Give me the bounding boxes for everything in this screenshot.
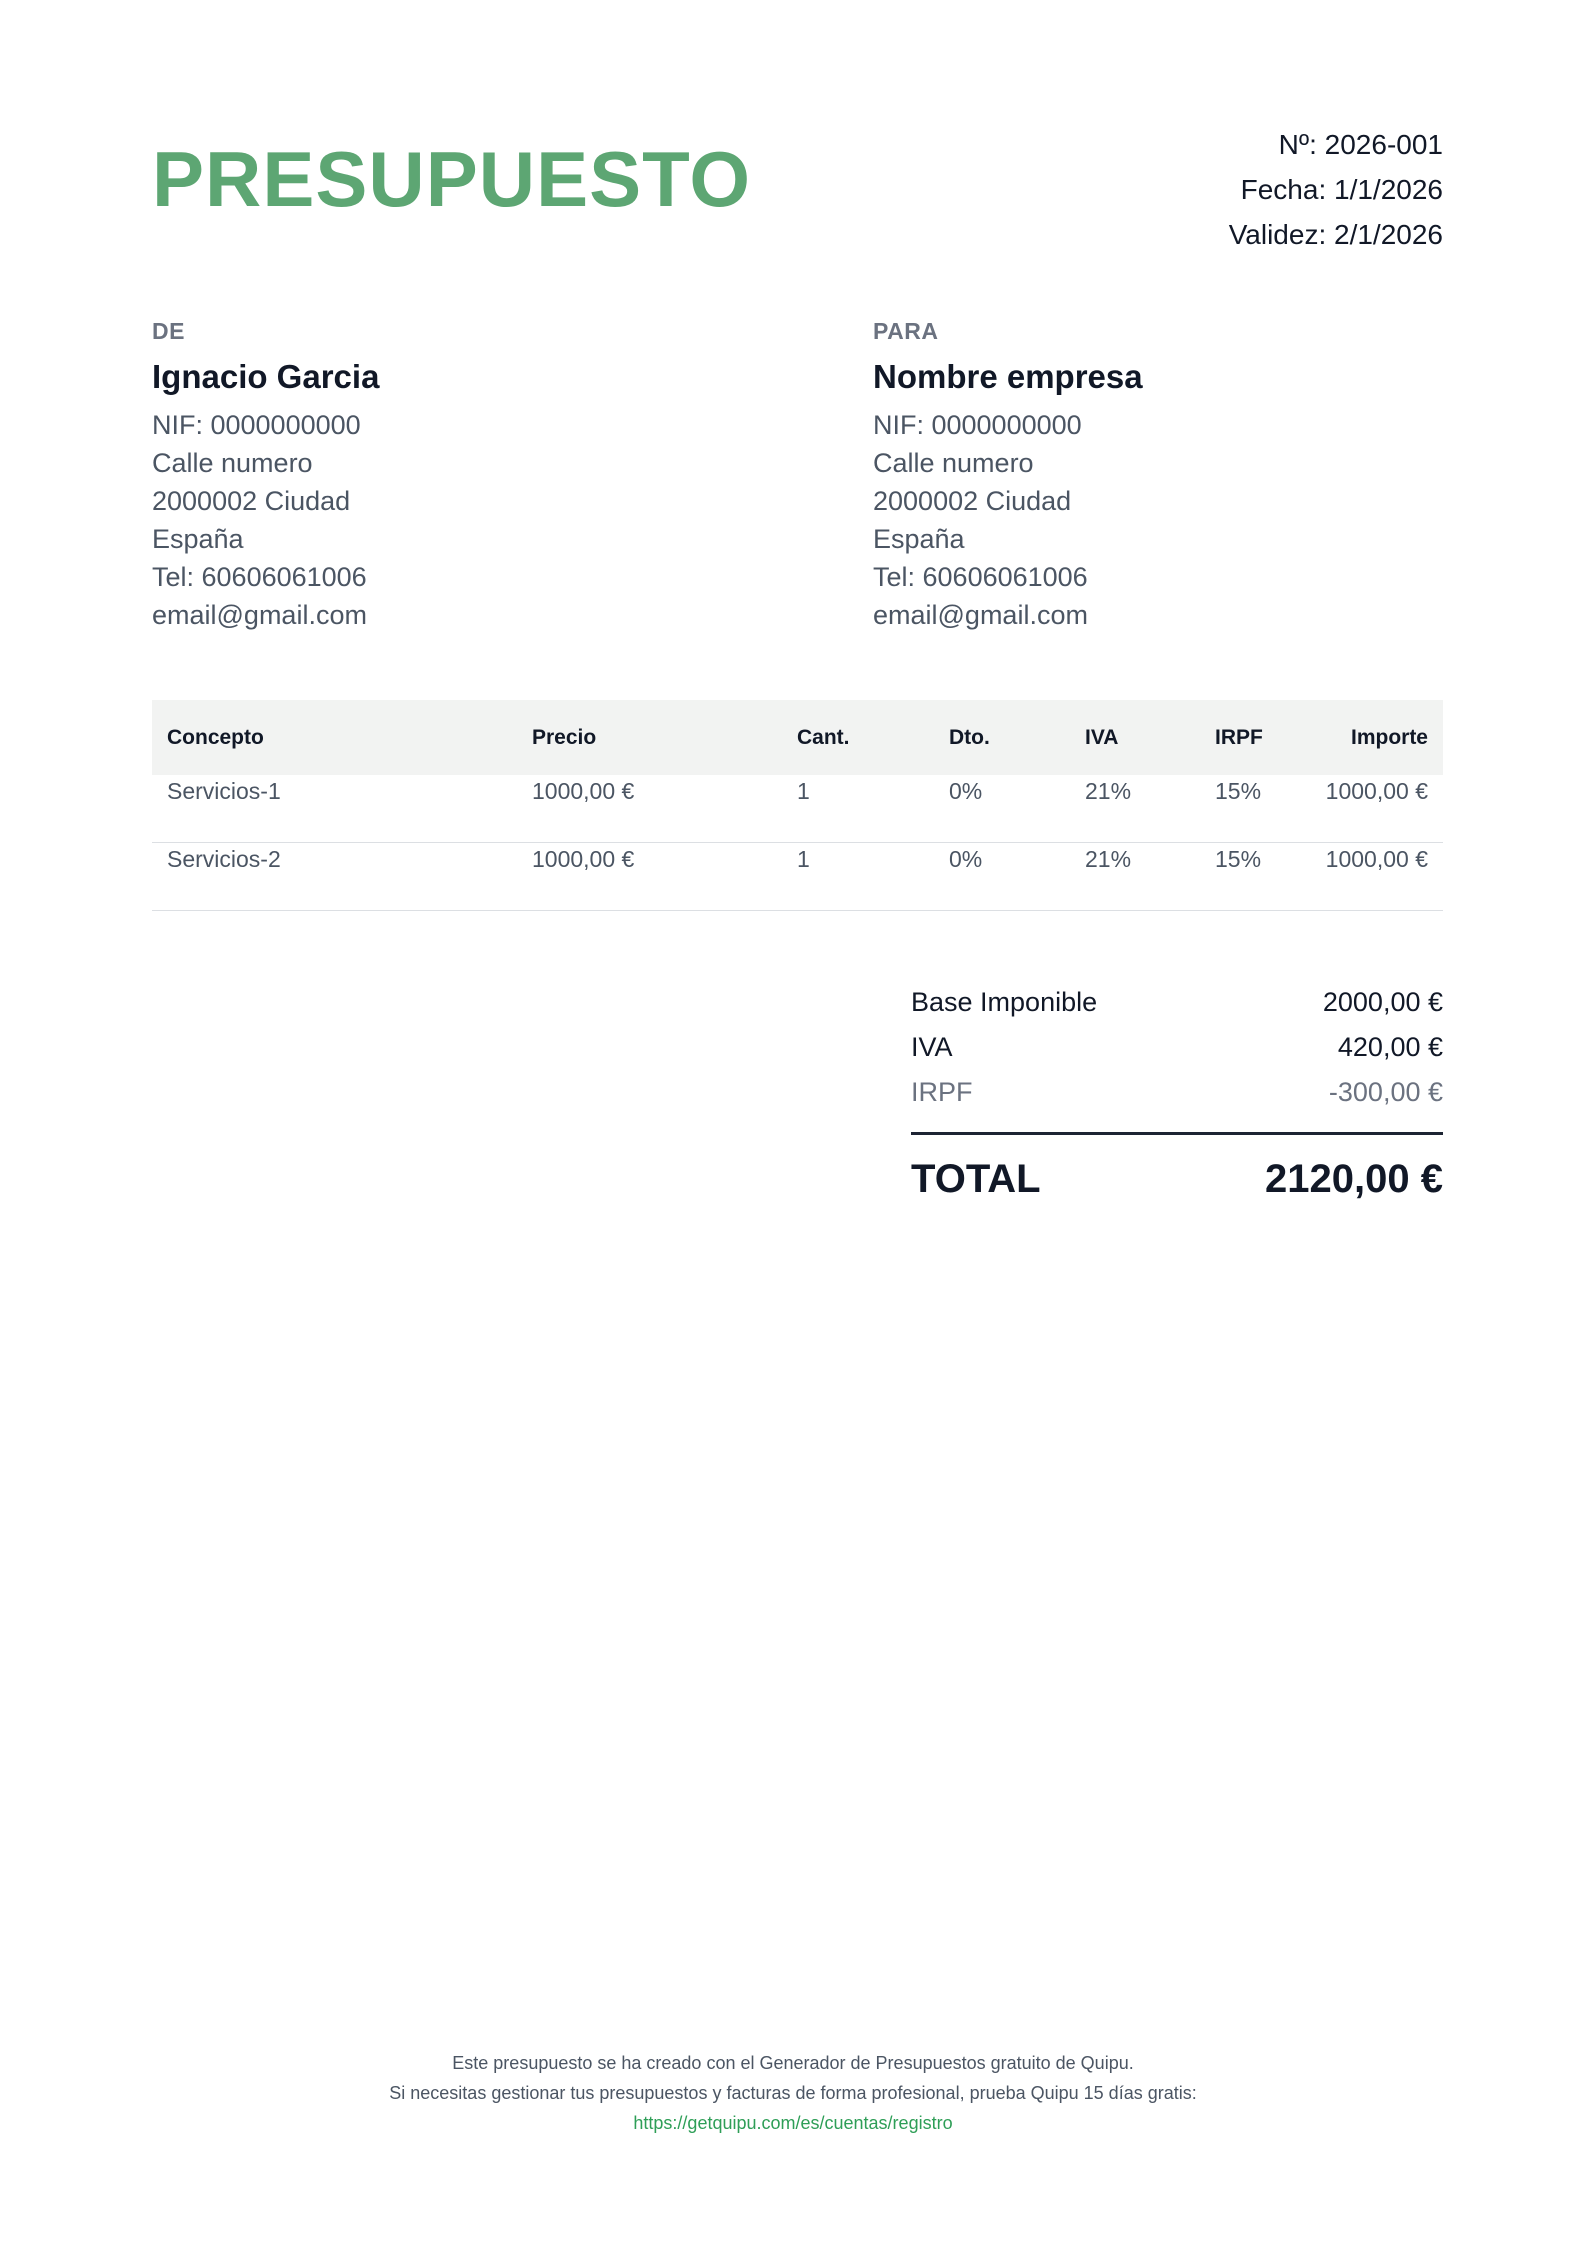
cell-quantity: 1	[782, 775, 934, 843]
cell-concept: Servicios-2	[152, 843, 517, 911]
issuer-country: España	[152, 524, 244, 554]
issuer-nif: NIF: 0000000000	[152, 410, 361, 440]
subtotal-value: 2000,00 €	[1322, 987, 1443, 1017]
cell-iva: 21%	[1070, 775, 1200, 843]
issuer-label: DE	[152, 318, 185, 344]
cell-amount: 1000,00 €	[1307, 843, 1443, 911]
cell-discount: 0%	[934, 843, 1070, 911]
total-label: TOTAL	[911, 1157, 1041, 1201]
iva-label: IVA	[911, 1032, 953, 1062]
issuer-block	[152, 318, 752, 634]
grand-total-row	[911, 1157, 1443, 1202]
irpf-value: -300,00 €	[1328, 1077, 1443, 1107]
recipient-street: Calle numero	[873, 448, 1034, 478]
table-row	[152, 775, 1443, 843]
recipient-email: email@gmail.com	[873, 600, 1088, 630]
subtotal-row	[911, 980, 1443, 1025]
recipient-label: PARA	[873, 318, 939, 344]
cell-price: 1000,00 €	[517, 843, 782, 911]
column-header-iva: IVA	[1085, 725, 1119, 749]
footer-link[interactable]: https://getquipu.com/es/cuentas/registro	[633, 2113, 953, 2133]
irpf-row	[911, 1070, 1443, 1115]
issuer-phone: Tel: 60606061006	[152, 562, 367, 592]
recipient-phone: Tel: 60606061006	[873, 562, 1088, 592]
footer-line-1: Este presupuesto se ha creado con el Generador de Presupuestos gratuito de Quipu.	[452, 2053, 1134, 2073]
column-header-concept: Concepto	[167, 725, 264, 749]
total-value: 2120,00 €	[1265, 1157, 1443, 1201]
iva-row	[911, 1025, 1443, 1070]
footer-note	[0, 2048, 1586, 2138]
cell-quantity: 1	[782, 843, 934, 911]
issuer-email: email@gmail.com	[152, 600, 367, 630]
recipient-city: 2000002 Ciudad	[873, 486, 1072, 516]
column-header-irpf: IRPF	[1215, 725, 1263, 749]
subtotal-label: Base Imponible	[911, 987, 1098, 1017]
iva-value: 420,00 €	[1337, 1032, 1443, 1062]
issuer-street: Calle numero	[152, 448, 313, 478]
recipient-block	[873, 318, 1473, 634]
column-header-quantity: Cant.	[797, 725, 850, 749]
cell-discount: 0%	[934, 775, 1070, 843]
issuer-name: Ignacio Garcia	[152, 358, 380, 395]
issuer-city: 2000002 Ciudad	[152, 486, 351, 516]
recipient-country: España	[873, 524, 965, 554]
totals-divider	[911, 1132, 1443, 1135]
recipient-name: Nombre empresa	[873, 358, 1143, 395]
table-header-row	[152, 700, 1443, 775]
column-header-amount: Importe	[1350, 725, 1428, 749]
cell-price: 1000,00 €	[517, 775, 782, 843]
document-meta	[1229, 122, 1443, 257]
cell-concept: Servicios-1	[152, 775, 517, 843]
document-number: Nº: 2026-001	[1278, 129, 1443, 160]
totals-block	[911, 980, 1443, 1202]
table-row	[152, 843, 1443, 911]
cell-irpf: 15%	[1200, 843, 1307, 911]
document-date: Fecha: 1/1/2026	[1240, 174, 1443, 205]
footer-line-2: Si necesitas gestionar tus presupuestos y facturas de forma profesional, prueba Quipu 15 días gratis:	[389, 2083, 1197, 2103]
recipient-nif: NIF: 0000000000	[873, 410, 1082, 440]
cell-iva: 21%	[1070, 843, 1200, 911]
cell-irpf: 15%	[1200, 775, 1307, 843]
irpf-label: IRPF	[911, 1077, 973, 1107]
column-header-discount: Dto.	[949, 725, 990, 749]
document-validity: Validez: 2/1/2026	[1228, 219, 1443, 250]
line-items-table	[152, 700, 1443, 911]
column-header-price: Precio	[532, 725, 597, 749]
cell-amount: 1000,00 €	[1307, 775, 1443, 843]
document-title: PRESUPUESTO	[152, 135, 752, 223]
